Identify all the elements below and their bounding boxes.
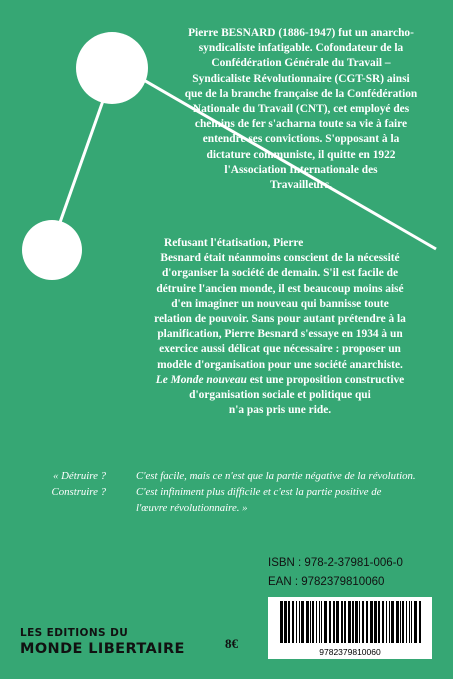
author-biography bbox=[158, 26, 444, 193]
bio-line: que de la branche française de la Confédération bbox=[184, 87, 418, 100]
bio-line: chemins de fer s'acharna toute sa vie à faire bbox=[194, 118, 408, 131]
bio-line: dictature communiste, il quitte en 1922 bbox=[206, 148, 396, 161]
description-line: planification, Pierre Besnard s'essaye en 1934 à un bbox=[157, 328, 403, 341]
barcode-bar bbox=[316, 601, 317, 643]
barcode-bar bbox=[341, 601, 343, 643]
barcode-bar bbox=[391, 601, 394, 643]
author-quote bbox=[20, 468, 445, 516]
barcode-bar bbox=[280, 601, 283, 643]
top-circle bbox=[76, 32, 148, 104]
barcode-bar bbox=[382, 601, 384, 643]
barcode-bar bbox=[292, 601, 294, 643]
barcode-bar bbox=[333, 601, 335, 643]
barcode-bar bbox=[370, 601, 373, 643]
quote-row-3 bbox=[20, 500, 445, 516]
barcode-bar bbox=[296, 601, 297, 643]
description-line: d'organiser la société de demain. S'il est facile de bbox=[161, 267, 399, 280]
barcode-bar bbox=[319, 601, 320, 643]
description-title-line bbox=[156, 374, 405, 386]
barcode-bar bbox=[299, 601, 300, 643]
publisher-line-2: MONDE LIBERTAIRE bbox=[20, 641, 185, 657]
barcode-bar bbox=[366, 601, 368, 643]
barcode-bar bbox=[411, 601, 412, 643]
barcode-bar bbox=[386, 601, 387, 643]
quote-text-2: C'est infiniment plus difficile et c'est la partie positive de bbox=[136, 486, 382, 498]
description-lines bbox=[154, 252, 406, 370]
bio-line: l'Association Internationale des bbox=[224, 163, 378, 176]
publisher-line-1: LES EDITIONS DU bbox=[20, 627, 129, 639]
barcode-bar bbox=[396, 601, 399, 643]
book-title: Le Monde nouveau bbox=[155, 373, 247, 386]
barcode-bar bbox=[414, 601, 417, 643]
barcode-bar bbox=[402, 601, 404, 643]
bio-line: entendre ses convictions. S'opposant à la bbox=[202, 133, 400, 146]
book-description bbox=[130, 236, 430, 418]
barcode-bar bbox=[310, 601, 311, 643]
bio-line: Pierre BESNARD (1886-1947) fut un anarcho- bbox=[188, 27, 414, 39]
quote-text-3: l'œuvre révolutionnaire. » bbox=[136, 502, 248, 514]
quote-row-2 bbox=[20, 484, 445, 500]
barcode bbox=[268, 597, 432, 659]
barcode-bar bbox=[419, 601, 421, 643]
isbn-text: ISBN : 978-2-37981-006-0 bbox=[268, 557, 403, 569]
description-line: détruire l'ancien monde, il est beaucoup moins aisé bbox=[156, 282, 404, 295]
quote-row-1 bbox=[20, 468, 445, 484]
description-title-continuation: est une proposition constructive bbox=[246, 373, 405, 386]
barcode-bar bbox=[374, 601, 377, 643]
barcode-bar bbox=[389, 601, 390, 643]
description-tail-line: n'a pas pris une ride. bbox=[228, 404, 332, 417]
description-line: Besnard était néanmoins conscient de la nécessité bbox=[160, 252, 400, 265]
barcode-bar bbox=[359, 601, 360, 643]
bio-line: Nationale du Travail (CNT), cet employé des bbox=[192, 103, 410, 116]
barcode-bar bbox=[329, 601, 331, 643]
description-line: relation de pouvoir. Sans pour autant prétendre à la bbox=[154, 313, 406, 326]
barcode-bar bbox=[288, 601, 290, 643]
price: 8€ bbox=[225, 636, 238, 651]
barcode-bar bbox=[348, 601, 351, 643]
barcode-number: 9782379810060 bbox=[319, 647, 381, 657]
barcode-bar bbox=[409, 601, 410, 643]
barcode-bar bbox=[406, 601, 407, 643]
quote-label-build: Construire ? bbox=[51, 486, 106, 498]
barcode-bars bbox=[268, 597, 432, 647]
barcode-bar bbox=[306, 601, 309, 643]
description-line: exercice aussi délicat que nécessaire : proposer un bbox=[159, 343, 401, 356]
description-tail bbox=[189, 389, 371, 416]
description-tail-line: d'organisation sociale et politique qui bbox=[189, 389, 371, 402]
barcode-bar bbox=[352, 601, 354, 643]
barcode-bar bbox=[362, 601, 364, 643]
bottom-circle bbox=[22, 220, 82, 280]
barcode-bar bbox=[312, 601, 314, 643]
quote-text-1: C'est facile, mais ce n'est que la partie négative de la révolution. bbox=[136, 470, 416, 482]
barcode-bar bbox=[284, 601, 287, 643]
quote-label-destroy: « Détruire ? bbox=[53, 470, 106, 482]
barcode-bar bbox=[378, 601, 380, 643]
description-line: d'en imaginer un nouveau qui bannisse toute bbox=[171, 297, 389, 310]
barcode-bar bbox=[324, 601, 327, 643]
bio-line: syndicaliste infatigable. Cofondateur de la bbox=[198, 42, 404, 55]
barcode-bar bbox=[400, 601, 401, 643]
description-line: modèle d'organisation pour une société anarchiste. bbox=[157, 358, 403, 371]
bio-line: Confédération Générale du Travail – bbox=[211, 57, 391, 70]
barcode-bar bbox=[321, 601, 322, 643]
barcode-bar bbox=[344, 601, 346, 643]
ean-text: EAN : 9782379810060 bbox=[268, 576, 385, 588]
bio-line: Syndicaliste Révolutionnaire (CGT-SR) ainsi bbox=[192, 72, 410, 85]
barcode-bar bbox=[355, 601, 358, 643]
description-first-line: Refusant l'étatisation, Pierre bbox=[164, 237, 304, 249]
barcode-bar bbox=[336, 601, 339, 643]
bio-line: Travailleurs. bbox=[269, 179, 333, 192]
barcode-bar bbox=[301, 601, 304, 643]
